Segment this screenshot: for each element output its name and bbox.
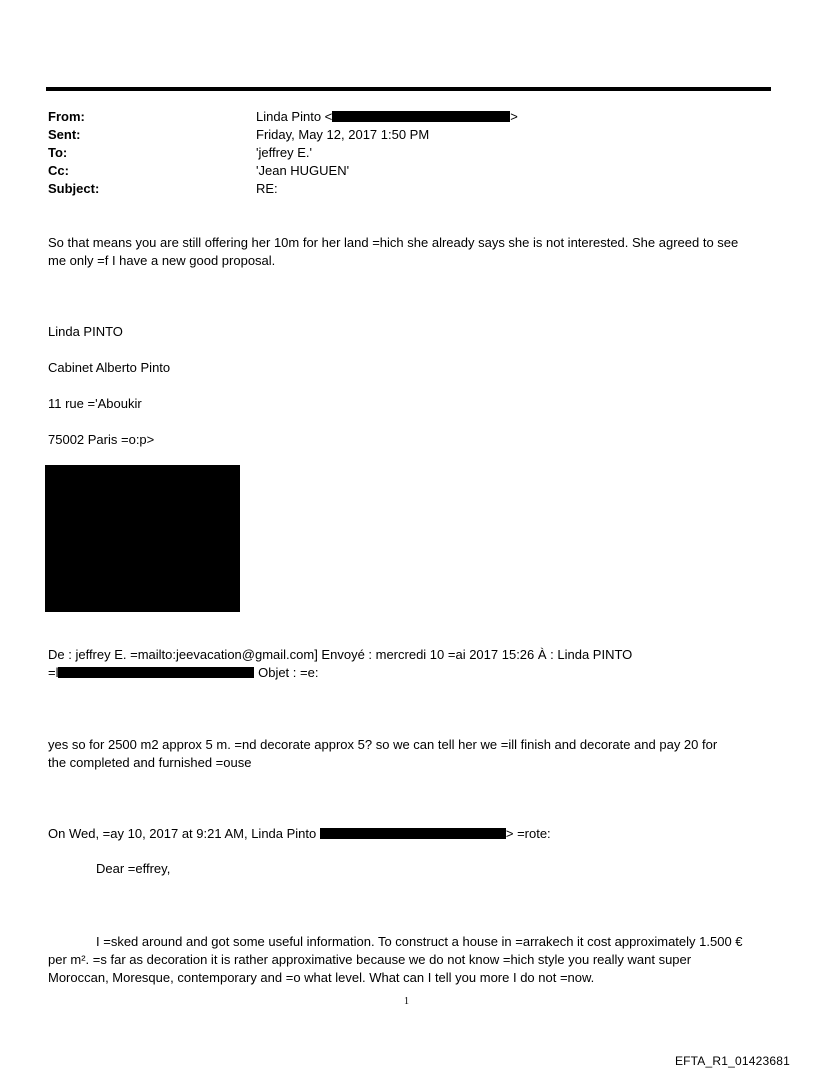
- cc-value: 'Jean HUGUEN': [256, 163, 350, 178]
- paragraph-line: So that means you are still offering her 10m for her land =hich she already says she is not interested. She agreed to see: [48, 235, 739, 250]
- paragraph-line: I =sked around and got some useful information. To construct a house in =arrakech it cost approximately 1.500 €: [96, 934, 743, 949]
- signature-name: Linda PINTO: [48, 324, 123, 339]
- redaction-bar: [58, 667, 254, 678]
- from-close: >: [510, 109, 518, 124]
- sent-value: Friday, May 12, 2017 1:50 PM: [256, 127, 430, 142]
- subject-label: Subject:: [48, 181, 100, 196]
- quoted-header-line: De : jeffrey E. =mailto:jeevacation@gmail.com] Envoyé : mercredi 10 =ai 2017 15:26 À : Linda PINTO: [48, 647, 633, 662]
- wrote-suffix: > =rote:: [505, 826, 551, 841]
- subject-value: RE:: [256, 181, 278, 196]
- paragraph-line: me only =f I have a new good proposal.: [48, 253, 276, 268]
- closing-paragraph: [48, 933, 778, 987]
- from-value: [256, 108, 518, 126]
- sent-label: Sent:: [48, 127, 81, 142]
- to-value: 'jeffrey E.': [256, 145, 313, 160]
- signature-city: 75002 Paris =o:p>: [48, 432, 155, 447]
- wrote-prefix: On Wed, =ay 10, 2017 at 9:21 AM, Linda Pinto: [48, 826, 320, 841]
- to-label: To:: [48, 145, 68, 160]
- signature-company: Cabinet Alberto Pinto: [48, 360, 171, 375]
- message-paragraph: [48, 234, 778, 270]
- from-label: From:: [48, 109, 85, 124]
- paragraph-line: yes so for 2500 m2 approx 5 m. =nd decorate approx 5? so we can tell her we =ill finish and decorate and pay 20 for: [48, 737, 718, 752]
- greeting: Dear =effrey,: [96, 861, 171, 876]
- paragraph-line: the completed and furnished =ouse: [48, 755, 252, 770]
- cc-label: Cc:: [48, 163, 69, 178]
- redacted-image: [45, 465, 240, 612]
- page-number: 1: [404, 996, 409, 1007]
- quoted-header: [48, 646, 778, 682]
- from-name: Linda Pinto <: [256, 109, 333, 124]
- bates-number: EFTA_R1_01423681: [674, 1054, 790, 1068]
- redaction-bar: [320, 828, 506, 839]
- wrote-line: [48, 825, 778, 843]
- signature-street: 11 rue ='Aboukir: [48, 396, 142, 411]
- header-rule: [46, 87, 771, 91]
- paragraph-line: per m². =s far as decoration it is rather approximative because we do not know =hich style you really want super: [48, 952, 692, 967]
- quoted-header-line: [48, 664, 778, 682]
- quoted-header-subject: Objet : =e:: [254, 665, 319, 680]
- reply-paragraph: [48, 736, 778, 772]
- quoted-header-prefix: =l: [48, 665, 59, 680]
- redaction-bar: [332, 111, 510, 122]
- paragraph-line: Moroccan, Moresque, contemporary and =o what level. What can I tell you more I do not =now.: [48, 970, 595, 985]
